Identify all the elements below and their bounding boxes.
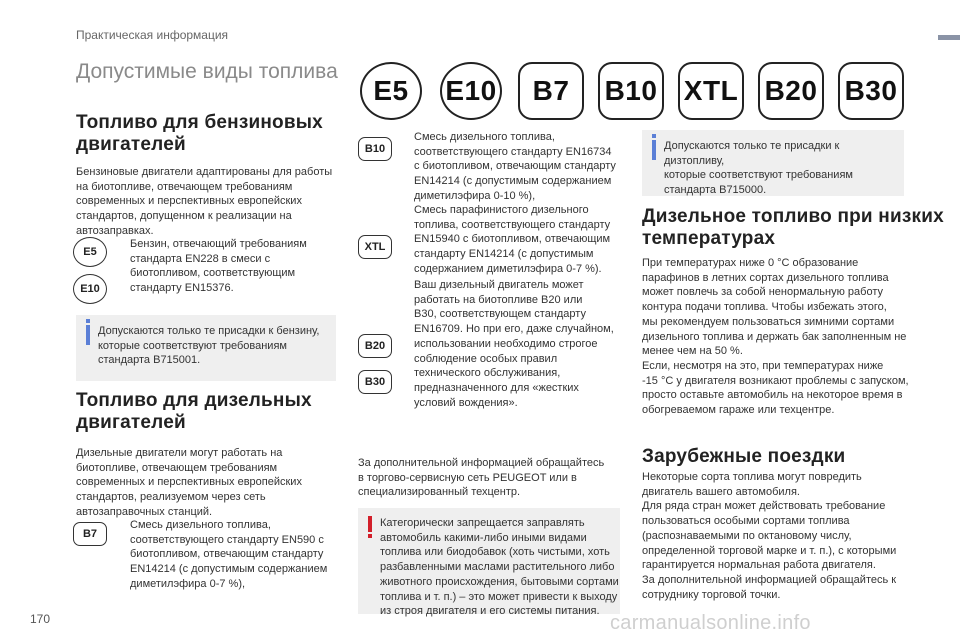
cold-diesel-heading: Дизельное топливо при низких температурах: [642, 206, 944, 249]
warning-text: Категорически запрещается заправлять автомобиль какими-либо иными видами топлива или биодобавок (хоть чистыми, хоть разбавленными маслами растительного либо животного происхождения, бытовыми сортами топлива и т. п.) – это может привести к выходу из строя двигателя и его системы питания.: [380, 517, 619, 618]
petrol-heading: Топливо для бензиновых двигателей: [76, 112, 323, 155]
badge-xtl: XTL: [358, 235, 392, 259]
petrol-info-box: [76, 315, 336, 381]
badge-e10: E10: [73, 274, 107, 304]
fuel-badge-b20: B20: [758, 62, 824, 120]
fuel-badge-e10: E10: [440, 62, 502, 120]
diesel-info-box: [642, 130, 904, 196]
badge-b10: B10: [358, 137, 392, 161]
contact-text: За дополнительной информацией обращайтесь в торгово-сервисную сеть PEUGEOT или в специализированный техцентр.: [358, 457, 605, 499]
b7-text: Смесь дизельного топлива, соответствующего стандарту EN590 с биотопливом, отвечающим стандарту EN14214 (с допустимым содержанием диметилэфира 0-7 %),: [130, 519, 328, 590]
header-title: Практическая информация: [76, 28, 229, 42]
petrol-info-text: Допускаются только те присадки к бензину, которые соответствуют требованиям стандарта B715001.: [98, 325, 320, 367]
cold-diesel-text: При температурах ниже 0 °C образование парафинов в летних сортах дизельного топлива может повлечь за собой ненормальную работу контура подачи топлива. Чтобы избежать этого, мы рекомендуем пользоваться зимними сортами дизельного топлива и держать бак заполненным не менее чем на 50 %. Если, несмотря на это, при температурах ниже -15 °C у двигателя возникают проблемы с запуском, просто оставьте автомобиль на некоторое время в обогреваемом гараже или техцентре.: [642, 257, 909, 417]
badge-b7: B7: [73, 522, 107, 546]
badge-b30: B30: [358, 370, 392, 394]
info-icon: [652, 140, 656, 160]
page-title: Допустимые виды топлива: [76, 60, 338, 83]
warning-box: [358, 508, 620, 618]
fuel-badge-xtl: XTL: [678, 62, 744, 120]
petrol-badge-text: Бензин, отвечающий требованиям стандарта EN228 в смеси с биотопливом, соответствующим стандарту EN15376.: [130, 238, 307, 295]
fuel-badge-b30: B30: [838, 62, 904, 120]
info-icon: [86, 325, 90, 345]
fuel-badge-b7: B7: [518, 62, 584, 120]
diesel-intro: Дизельные двигатели могут работать на биотопливе, отвечающем требованиям современных и перспективных европейских стандартов, реализуемом через сеть автозаправочных станций.: [76, 447, 302, 518]
watermark: carmanualsonline.info: [610, 612, 811, 634]
badge-b20: B20: [358, 334, 392, 358]
abroad-heading: Зарубежные поездки: [642, 446, 846, 467]
badge-e5: E5: [73, 237, 107, 267]
diesel-heading: Топливо для дизельных двигателей: [76, 390, 312, 433]
b10-text: Смесь дизельного топлива, соответствующего стандарту EN16734 с биотопливом, отвечающим стандарту EN14214 (с допустимым содержанием диметилэфира 0-10 %),: [414, 131, 616, 202]
fuel-badge-e5: E5: [360, 62, 422, 120]
petrol-intro: Бензиновые двигатели адаптированы для работы на биотопливе, отвечающем требованиям современных и перспективных европейских стандартов, допущенном к реализации на автозаправках.: [76, 166, 333, 237]
xtl-text: Смесь парафинистого дизельного топлива, соответствующего стандарту EN15940 с биотопливом, отвечающим стандарту EN14214 (с допустимым содержанием диметилэфира 0-7 %).: [414, 204, 611, 275]
header-accent-bar: [938, 35, 960, 40]
abroad-text: Некоторые сорта топлива могут повредить двигатель вашего автомобиля. Для ряда стран может действовать требование пользоваться особыми сортами топлива (распознаваемыми по октановому числу, определенной торговой марке и т. п.), с которыми гарантируется нормальная работа двигателя. За дополнительной информацией обращайтесь к сотруднику торговой точки.: [642, 471, 897, 601]
page-number: 170: [30, 612, 51, 626]
diesel-info-text: Допускаются только те присадки к дизтопливу, которые соответствуют требованиям стандарта B715000.: [664, 140, 853, 197]
b20-b30-text: Ваш дизельный двигатель может работать на биотопливе B20 или B30, соответствующем стандарту EN16709. Но при его, даже случайном, использовании необходимо строгое соблюдение особых правил технического обслуживания, предназначенного для «жестких условий вождения».: [414, 279, 614, 409]
fuel-badge-b10: B10: [598, 62, 664, 120]
warning-icon: [367, 516, 373, 538]
